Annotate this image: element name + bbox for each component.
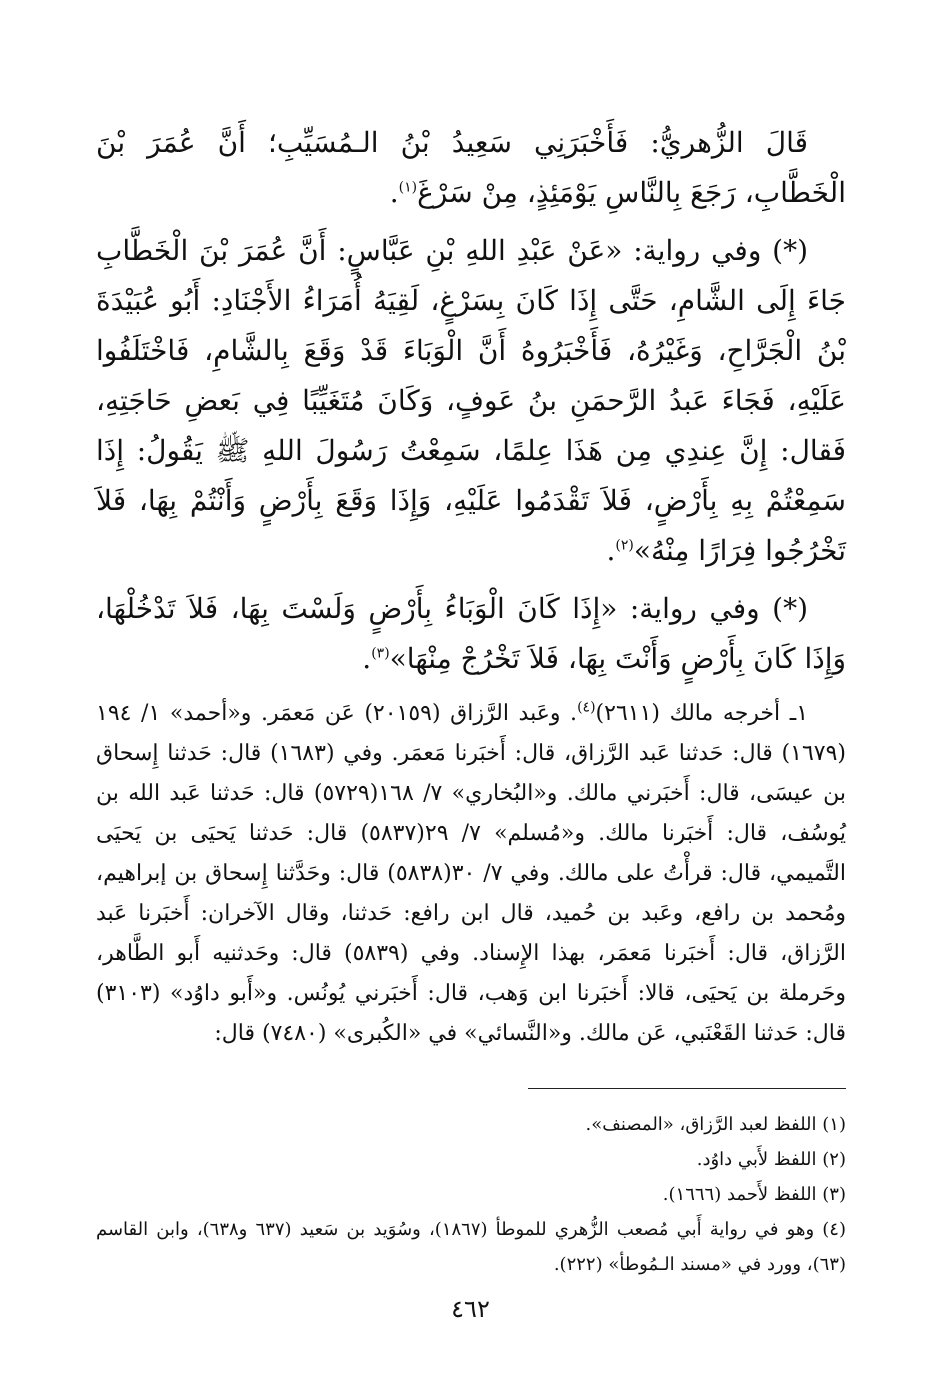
takhrij-start: ١ـ أخرجه مالك (٢٦١١)	[595, 701, 809, 726]
takhrij-body: . وعَبد الرَّزاق (٢٠١٥٩) عَن مَعمَر. و«أحمد» ١/ ١٩٤ (١٦٧٩) قال: حَدثنا عَبد الرَّزاق، قال: أَخبَرنا مَعمَر. وفي (١٦٨٣) قال: حَدثنا إِسحاق بن عيسَى، قال: أَخبَرني مالك. و«البُخاري» ٧/ ١٦٨(٥٧٢٩) قال: حَدثنا عَبد الله بن يُوسُف، قال: أَخبَرنا مالك. و«مُسلم» ٧/ ٢٩(٥٨٣٧) قال: حَدثنا يَحيَى بن يَحيَى التَّميمي، قال: قرأْتُ على مالك. وفي ٧/ ٣٠(٥٨٣٨) قال: وحَدَّثنا إِسحاق بن إبراهيم، ومُحمد بن رافع، وعَبد بن حُميد، قال ابن رافع: حَدثنا، وقال الآخران: أَخبَرنا عَبد الرَّزاق، قال: أَخبَرنا مَعمَر، بهذا الإِسناد. وفي (٥٨٣٩) قال: وحَدثنيه أَبو الطَّاهر، وحَرملة بن يَحيَى، قالا: أَخبَرنا ابن وَهب، قال: أَخبَرني يُونُس. و«أَبو داوُد» (٣١٠٣) قال: حَدثنا القَعْنَبي، عَن مالك. و«النَّسائي» في «الكُبرى» (٧٤٨٠) قال:	[96, 701, 847, 1046]
paragraph-end-3: .	[362, 642, 372, 675]
footnotes	[96, 1107, 846, 1282]
footnote-1: (١) اللفظ لعبد الرَّزاق، «المصنف».	[585, 1114, 846, 1135]
paragraph-wabaa-riwaya	[96, 584, 846, 684]
paragraph-zuhri	[96, 118, 846, 218]
footnote-ref-2: (٢)	[615, 537, 634, 554]
paragraph-end-2: .	[606, 534, 616, 567]
zuhri-text: قَالَ الزُّهريُّ: فَأَخْبَرَنِي سَعِيدُ بْنُ الـمُسَيِّبِ؛ أَنَّ عُمَرَ بْنَ الْخَطَّابِ، رَجَعَ بِالنَّاسِ يَوْمَئِذٍ، مِنْ سَرْغَ	[96, 126, 846, 209]
footnote-divider	[528, 1088, 846, 1089]
footnote-2: (٢) اللفظ لأَبي داوُد.	[696, 1149, 846, 1170]
page-number: ٤٦٢	[451, 1295, 490, 1323]
riwaya-text-1: (*) وفي رواية: «عَنْ عَبْدِ اللهِ بْنِ عَبَّاسٍ: أَنَّ عُمَرَ بْنَ الْخَطَّابِ جَاءَ إِلَى الشَّامِ، حَتَّى إِذَا كَانَ بِسَرْغٍ، لَقِيَهُ أُمَرَاءُ الأَجْنَادِ: أَبُو عُبَيْدَةَ بْنُ الْجَرَّاحِ، وَغَيْرُهُ، فَأَخْبَرُوهُ أَنَّ الْوَبَاءَ قَدْ وَقَعَ بِالشَّامِ، فَاخْتَلَفُوا عَلَيْهِ، فَجَاءَ عَبدُ الرَّحمَنِ بنُ عَوفٍ، وَكَانَ مُتَغَيِّبًا فِي بَعضِ حَاجَتِهِ، فَقال: إِنَّ عِندِي مِن هَذَا عِلمًا، سَمِعْتُ رَسُولَ اللهِ ﷺ يَقُولُ: إِذَا سَمِعْتُمْ بِهِ بِأَرْضٍ، فَلاَ تَقْدَمُوا عَلَيْهِ، وَإِذَا وَقَعَ بِأَرْضٍ وَأَنْتُمْ بِهَا، فَلاَ تَخْرُجُوا فِرَارًا مِنْهُ»	[96, 234, 846, 567]
paragraph-ibn-abbas-riwaya	[96, 226, 846, 576]
takhrij-paragraph	[96, 694, 846, 1054]
riwaya-text-2: (*) وفي رواية: «إِذَا كَانَ الْوَبَاءُ بِأَرْضٍ وَلَسْتَ بِهَا، فَلاَ تَدْخُلْهَا، وَإِذَا كَانَ بِأَرْضٍ وَأَنْتَ بِهَا، فَلاَ تَخْرُجْ مِنْهَا»	[96, 592, 846, 675]
document-page	[96, 118, 846, 1358]
footnote-ref-3: (٣)	[371, 645, 390, 662]
footnote-ref-1: (١)	[398, 179, 418, 196]
footnote-4: (٤) وهو في رواية أَبي مُصعب الزُّهري للموطأ (١٨٦٧)، وسُوَيد بن سَعيد (٦٣٧ و٦٣٨)، وابن القاسم (٦٣)، وورد في «مسند الـمُوطأ» (٢٢٢).	[96, 1219, 846, 1275]
paragraph-end-1: .	[389, 176, 399, 209]
footnote-3: (٣) اللفظ لأَحمد (١٦٦٦).	[662, 1184, 846, 1205]
footnote-ref-4: (٤)	[577, 699, 596, 716]
